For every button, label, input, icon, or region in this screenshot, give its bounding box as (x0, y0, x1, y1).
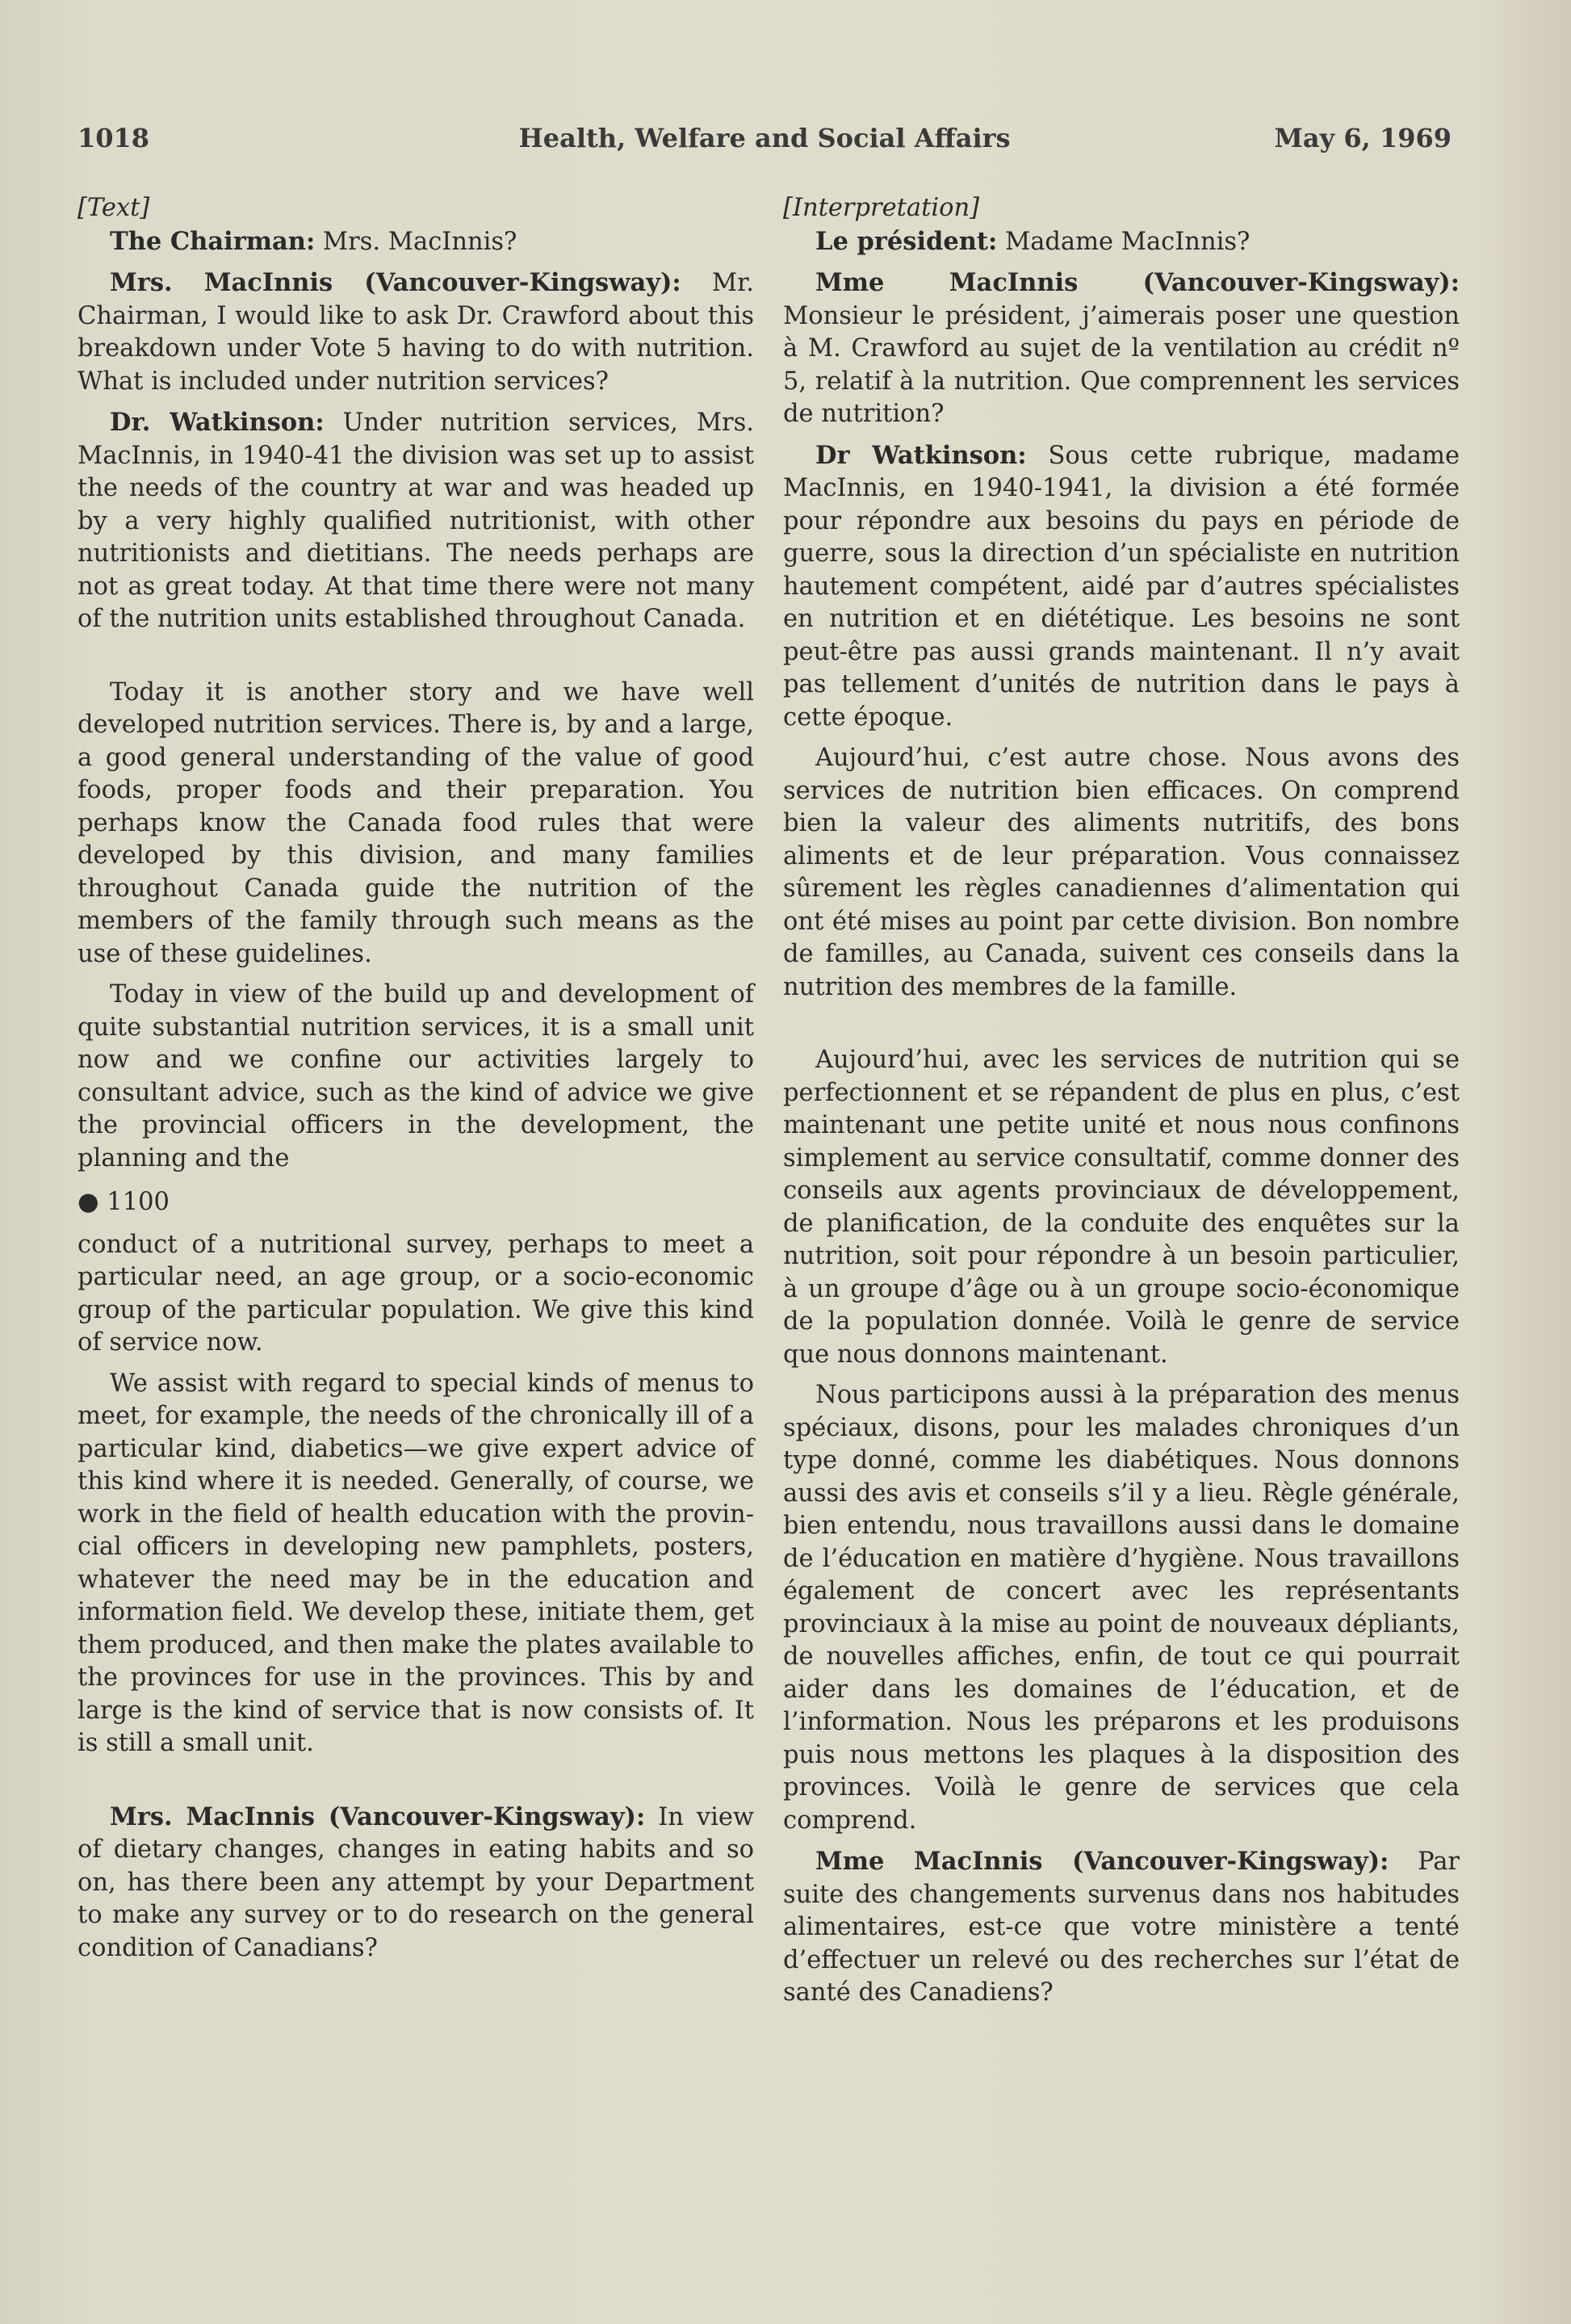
english-column (78, 192, 754, 1965)
paragraph (783, 266, 1460, 431)
speech-text: Monsieur le président, j’aimerais poser une question à M. Crawford au sujet de la ventilation au crédit nº 5, relatif à la nutrition. Que comprennent les services de nutrition? (783, 301, 1460, 428)
speaker: Dr. Watkinson: (110, 408, 325, 437)
speaker: Le président: (815, 226, 998, 256)
paragraph: Today it is another story and we have well developed nutrition services. There is, by and a large, a good general understanding of the value of good foods, proper foods and their preparation. You perhaps know the Canada food rules that were developed by this division, and many families throughout Canada guide the nutrition of the members of the family through such means as the use of these guidelines. (78, 677, 754, 968)
paragraph (78, 1801, 754, 1965)
french-column (783, 192, 1460, 2010)
speech-text: Mr. Chairman, I would like to ask Dr. Crawford about this breakdown under Vote 5 having to do with nutrition. What is included under nutrition services? (78, 269, 754, 396)
speech-text: Under nutrition services, Mrs. MacInnis, in 1940-41 the division was set up to assist the needs of the country at war and was headed up by a very highly qualified nutritionist, with other nutritionists and dietitians. The needs perhaps are not as great today. At that time there were not many of the nutrition units established throughout Canada. (78, 409, 754, 633)
running-title: Health, Welfare and Social Affairs (518, 123, 1011, 153)
time-marker: ● 1100 (78, 1188, 170, 1216)
paragraph (783, 1845, 1460, 2010)
speech-text: Mrs. MacInnis? (315, 227, 517, 256)
section-label: [Interpretation] (783, 194, 979, 222)
speech-text: Par suite des changements survenus dans nos habitudes alimentaires, est-ce que votre ministère a tenté d’effectuer un relevé ou des recherches sur l’état de santé des Canadiens? (783, 1848, 1460, 2007)
header-date: May 6, 1969 (1274, 123, 1452, 153)
speech-text: Madame MacInnis? (997, 227, 1251, 256)
speech-text: Sous cette rubrique, madame MacInnis, en 1940-1941, la division a été formée pour répondre aux besoins du pays en période de guerre, sous la direction d’un spécialiste en nutrition hautement compétent, aidé par d’autres spécialistes en nutrition et en diététique. Les besoins ne sont peut-être pas aussi grands maintenant. Il n’y avait pas tellement d’unités de nutrition dans le pays à cette époque. (783, 441, 1460, 732)
speaker: The Chairman: (110, 226, 316, 256)
paragraph: Aujourd’hui, avec les services de nutrition qui se perfectionnent et se répandent de plus en plus, c’est maintenant une petite unité et nous nous confinons simplement au service consultatif, comme donner des conseils aux agents provinciaux de développement, de planification, de la conduite des enquêtes sur la nutrition, soit pour répondre à un besoin particulier, à un groupe d’âge ou à un groupe socio-économique de la population donnée. Voilà le genre de service que nous donnons maintenant. (783, 1046, 1460, 1369)
speaker: Mme MacInnis (Vancouver-Kingsway): (815, 1847, 1389, 1876)
speaker: Mrs. MacInnis (Vancouver-Kingsway): (110, 1802, 646, 1831)
speaker: Dr Watkinson: (815, 440, 1027, 470)
speaker: Mme MacInnis (Vancouver-Kingsway): (815, 268, 1460, 297)
section-label: [Text] (78, 194, 150, 222)
paragraph: Nous participons aussi à la préparation des menus spéciaux, disons, pour les malades chroniques d’un type donné, comme les diabétiques. Nous donnons aussi des avis et conseils s’il y a lieu. Règle générale, bien entendu, nous travaillons aussi dans le domaine de l’éducation en matière d’hygiène. Nous travaillons également de concert avec les représentants provinciaux à la mise au point de nouveaux dépliants, de nouvelles affiches, enfin, de tout ce qui pourrait aider dans les domaines de l’éducation, et de l’information. Nous les préparons et les produisons puis nous mettons les plaques à la disposition des provinces. Voilà le genre de services que cela comprend. (783, 1381, 1460, 1835)
paragraph: We assist with regard to special kinds of menus to meet, for example, the needs of the chronically ill of a particular kind, diabetics—we give expert advice of this kind where it is needed. Generally, of course, we work in the field of health education with the provincial officers in developing new pamphlets, posters, whatever the need may be in the education and information field. We develop these, initiate them, get them produced, and then make the plates available to the provinces for use in the provinces. This by and large is the kind of service that is now consists of. It is still a small unit. (78, 1369, 754, 1757)
paragraph (78, 225, 754, 259)
page-number: 1018 (78, 123, 150, 153)
paragraph (783, 439, 1460, 735)
page-header (78, 123, 1452, 162)
paragraph (78, 406, 754, 636)
speech-text: In view of dietary changes, changes in eating habits and so on, has there been any attempt by your Department to make any survey or to do research on the general condition of Canadians? (78, 1802, 754, 1962)
paragraph: Aujourd’hui, c’est autre chose. Nous avons des services de nutrition bien efficaces. On comprend bien la valeur des aliments nutritifs, des bons aliments et de leur préparation. Vous connaissez sûrement les règles canadiennes d’alimentation qui ont été mises au point par cette division. Bon nombre de familles, au Canada, suivent ces conseils dans la nutrition des membres de la famille. (783, 744, 1460, 1001)
paragraph: conduct of a nutritional survey, perhaps to meet a particular need, an age group, or a socio-economic group of the particular population. We give this kind of service now. (78, 1230, 754, 1357)
paragraph (783, 225, 1460, 259)
speaker: Mrs. MacInnis (Vancouver-Kingsway): (110, 268, 681, 297)
paragraph: Today in view of the build up and development of quite substantial nutrition services, it is a small unit now and we confine our activities largely to consultant advice, such as the kind of advice we give the provincial officers in the development, the planning and the (78, 980, 754, 1172)
paragraph (78, 266, 754, 398)
